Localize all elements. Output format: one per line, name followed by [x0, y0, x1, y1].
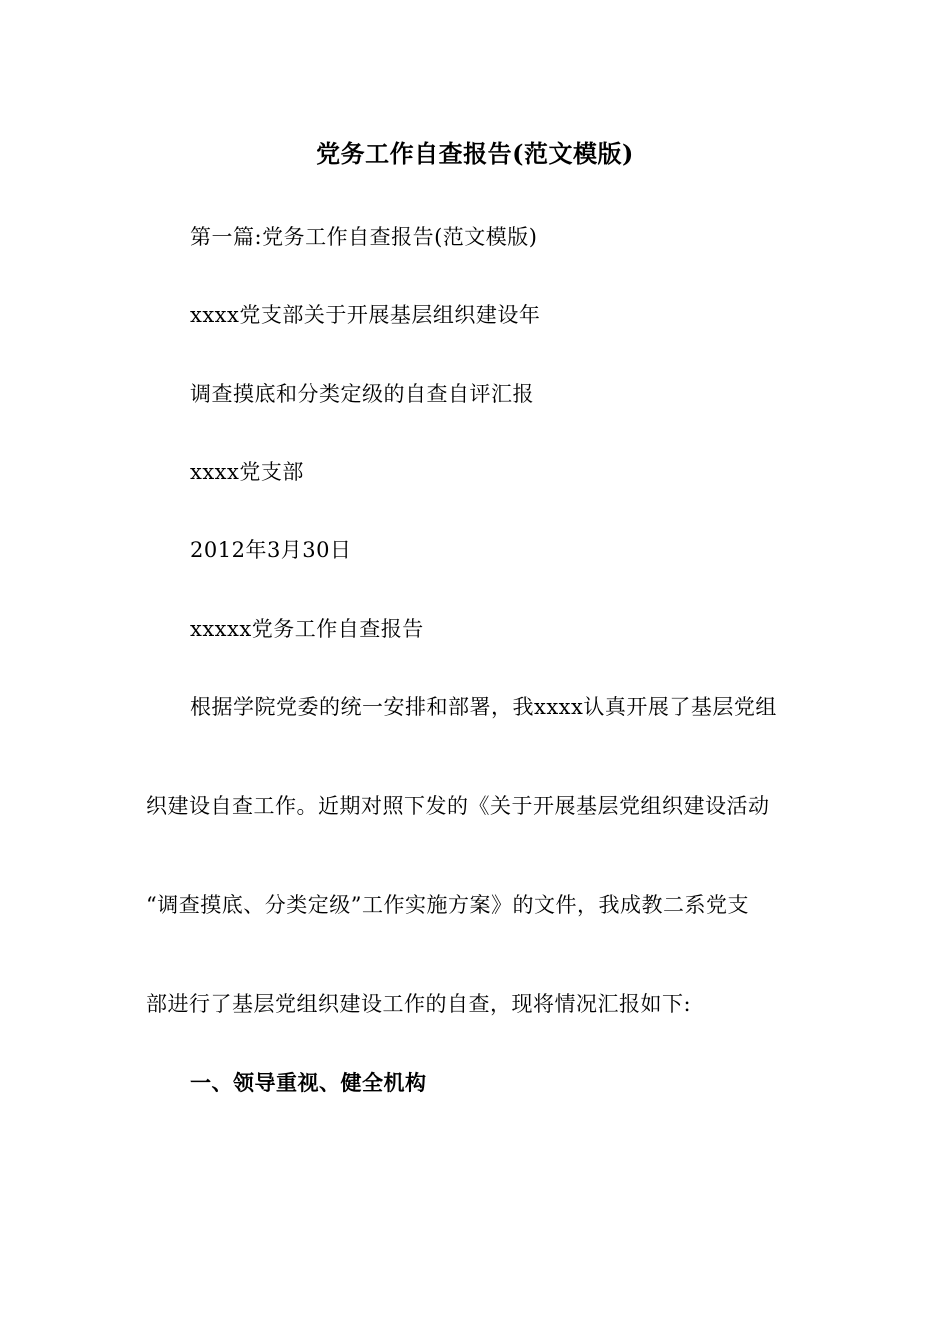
branch-report-line: xxxx党支部关于开展基层组织建设年: [190, 303, 541, 327]
document-title: 党务工作自查报告(范文模版): [316, 139, 634, 168]
branch-name-line: xxxx党支部: [190, 460, 304, 484]
report-name-line: xxxxx党务工作自查报告: [190, 617, 424, 641]
date-line: 2012年3月30日: [190, 538, 352, 562]
body-paragraph-line: 织建设自查工作。近期对照下发的《关于开展基层党组织建设活动: [146, 794, 770, 818]
section-heading: 一、领导重视、健全机构: [190, 1070, 427, 1095]
report-subject-line: 调查摸底和分类定级的自查自评汇报: [190, 382, 534, 406]
body-paragraph-line: 根据学院党委的统一安排和部署，我xxxx认真开展了基层党组: [190, 695, 777, 719]
body-paragraph-line: 部进行了基层党组织建设工作的自查，现将情况汇报如下:: [146, 992, 692, 1016]
body-paragraph-line: “调查摸底、分类定级”工作实施方案》的文件，我成教二系党支: [146, 893, 749, 917]
subtitle-line: 第一篇:党务工作自查报告(范文模版): [190, 225, 538, 249]
